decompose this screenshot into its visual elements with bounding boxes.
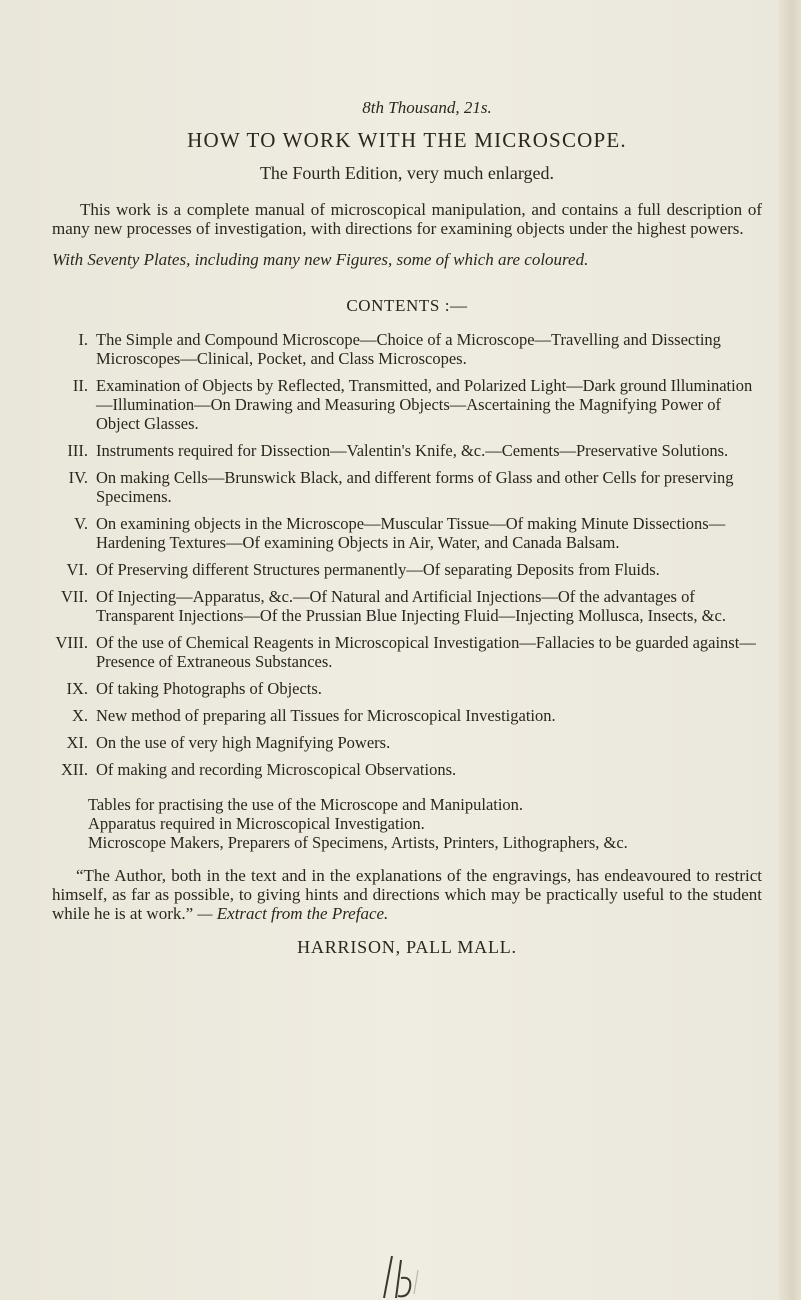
- chapter-entry: [52, 633, 762, 671]
- handwritten-shelfmark: [370, 1250, 430, 1300]
- advertisement-block: [52, 98, 762, 958]
- edition-subtitle: The Fourth Edition, very much enlarged.: [259, 163, 555, 183]
- chapter-number: XII.: [60, 760, 88, 779]
- chapter-text: Of Injecting—Apparatus, &c.—Of Natural and Artificial Injections—Of the advantages of Transparent Injections—Of the Prussian Blue Injecting Fluid—Injecting Mollusca, Insects, &c.: [96, 587, 726, 625]
- tables-line: Apparatus required in Microscopical Investigation.: [88, 814, 425, 833]
- chapter-number: V.: [74, 514, 88, 533]
- tables-line: Microscope Makers, Preparers of Specimens, Artists, Printers, Lithographers, &c.: [88, 833, 628, 852]
- book-title: HOW TO WORK WITH THE MICROSCOPE.: [187, 128, 627, 152]
- page-edge-shadow: [779, 0, 801, 1300]
- chapter-text: Of the use of Chemical Reagents in Microscopical Investigation—Fallacies to be guarded against—Presence of Extraneous Substances.: [96, 633, 756, 671]
- chapter-text: Of Preserving different Structures permanently—Of separating Deposits from Fluids.: [96, 560, 660, 579]
- book-description: This work is a complete manual of microscopical manipulation, and contains a full description of many new processes of investigation, with directions for examining objects under the highest powers.: [52, 200, 762, 238]
- contents-heading: CONTENTS :—: [346, 296, 468, 315]
- chapter-number: VI.: [66, 560, 88, 579]
- quote-text: “The Author, both in the text and in the explanations of the engravings, has endeavoured to restrict himself, as far as possible, to giving hints and directions which may be practically useful to the student while he is at work.”: [52, 866, 762, 923]
- chapter-number: IX.: [66, 679, 88, 698]
- preface-quote: [52, 866, 762, 923]
- tables-line: Tables for practising the use of the Microscope and Manipulation.: [88, 795, 524, 814]
- chapter-entry: [52, 760, 762, 779]
- chapter-number: VII.: [60, 587, 88, 606]
- appendix-tables: [88, 795, 762, 852]
- chapter-entry: [52, 514, 762, 552]
- chapter-text: On examining objects in the Microscope—Muscular Tissue—Of making Minute Dissections—Hardening Textures—Of examining Objects in Air, Water, and Canada Balsam.: [96, 514, 726, 552]
- chapter-number: II.: [72, 376, 88, 395]
- chapter-text: Of making and recording Microscopical Observations.: [96, 760, 457, 779]
- chapter-text: Examination of Objects by Reflected, Transmitted, and Polarized Light—Dark ground Illumination—Illumination—On Drawing and Measuring Objects—Ascertaining the Magnifying Power of Object Glasses.: [96, 376, 753, 433]
- chapter-number: XI.: [66, 733, 88, 752]
- chapter-text: Of taking Photographs of Objects.: [96, 679, 322, 698]
- chapter-entry: [52, 330, 762, 368]
- chapter-number: VIII.: [55, 633, 88, 652]
- chapter-entry: [52, 560, 762, 579]
- edition-line: 8th Thousand, 21s.: [362, 98, 492, 117]
- chapter-entry: [52, 468, 762, 506]
- chapter-text: The Simple and Compound Microscope—Choice of a Microscope—Travelling and Dissecting Microscopes—Clinical, Pocket, and Class Microscopes.: [96, 330, 721, 368]
- chapter-text: New method of preparing all Tissues for Microscopical Investigation.: [96, 706, 556, 725]
- chapter-entry: [52, 679, 762, 698]
- chapter-entry: [52, 706, 762, 725]
- chapter-text: On the use of very high Magnifying Powers.: [96, 733, 391, 752]
- chapter-number: X.: [71, 706, 88, 725]
- chapter-number: I.: [78, 330, 88, 349]
- chapter-entry: [52, 441, 762, 460]
- chapter-text: On making Cells—Brunswick Black, and different forms of Glass and other Cells for preserving Specimens.: [96, 468, 734, 506]
- chapter-entry: [52, 587, 762, 625]
- chapter-entry: [52, 733, 762, 752]
- chapter-number: III.: [67, 441, 88, 460]
- publisher-imprint: HARRISON, PALL MALL.: [297, 937, 517, 957]
- quote-source: — Extract from the Preface.: [197, 904, 389, 923]
- contents-list: [52, 330, 762, 779]
- chapter-entry: [52, 376, 762, 433]
- chapter-text: Instruments required for Dissection—Valentin's Knife, &c.—Cements—Preservative Solutions.: [96, 441, 729, 460]
- plates-note: With Seventy Plates, including many new Figures, some of which are coloured.: [52, 250, 589, 269]
- chapter-number: IV.: [68, 468, 88, 487]
